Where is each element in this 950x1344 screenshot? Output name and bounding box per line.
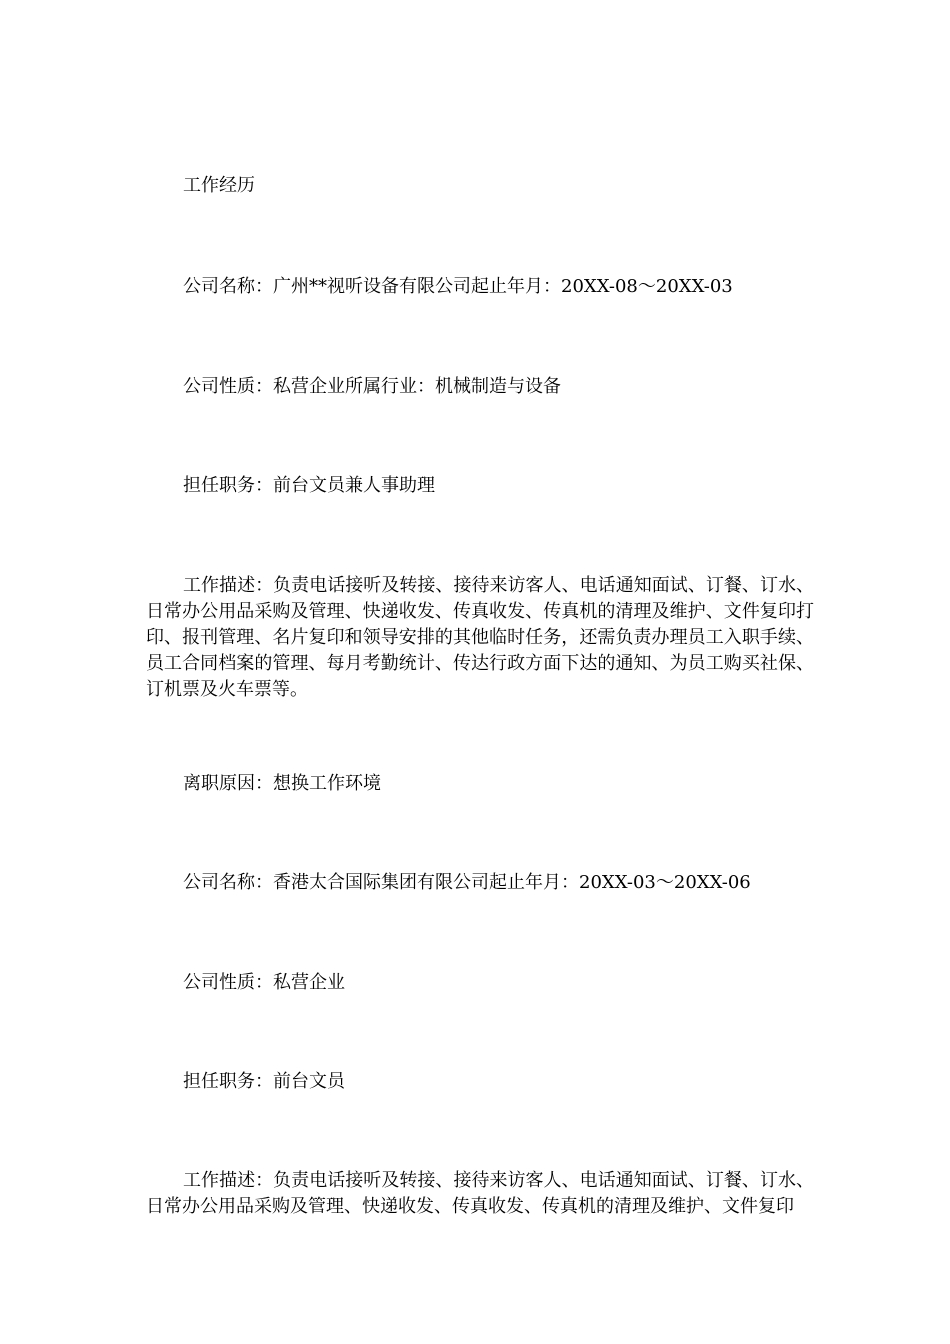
job-1-description: 工作描述：负责电话接听及转接、接待来访客人、电话通知面试、订餐、订水、日常办公用品采购及管理、快递收发、传真收发、传真机的清理及维护、文件复印打印、报刊管理、名片复印和领导安排的其他临时任务，还需负责办理员工入职手续、员工合同档案的管理、每月考勤统计、传达行政方面下达的通知、为员工购买社保、订机票及火车票等。	[146, 575, 814, 700]
section-title: 工作经历	[183, 175, 255, 196]
job-1-position: 担任职务：前台文员兼人事助理	[183, 475, 435, 496]
job-1-company: 公司名称：广州**视听设备有限公司起止年月：20XX-08～20XX-03	[183, 276, 733, 297]
job-2-description: 工作描述：负责电话接听及转接、接待来访客人、电话通知面试、订餐、订水、日常办公用品采购及管理、快递收发、传真收发、传真机的清理及维护、文件复印	[146, 1170, 814, 1217]
job-2-company: 公司名称：香港太合国际集团有限公司起止年月：20XX-03～20XX-06	[183, 872, 751, 893]
job-2-nature: 公司性质：私营企业	[183, 972, 345, 993]
job-1-leave-reason: 离职原因：想换工作环境	[183, 773, 381, 794]
job-2-position: 担任职务：前台文员	[183, 1071, 345, 1092]
job-1-nature: 公司性质：私营企业所属行业：机械制造与设备	[183, 376, 561, 397]
